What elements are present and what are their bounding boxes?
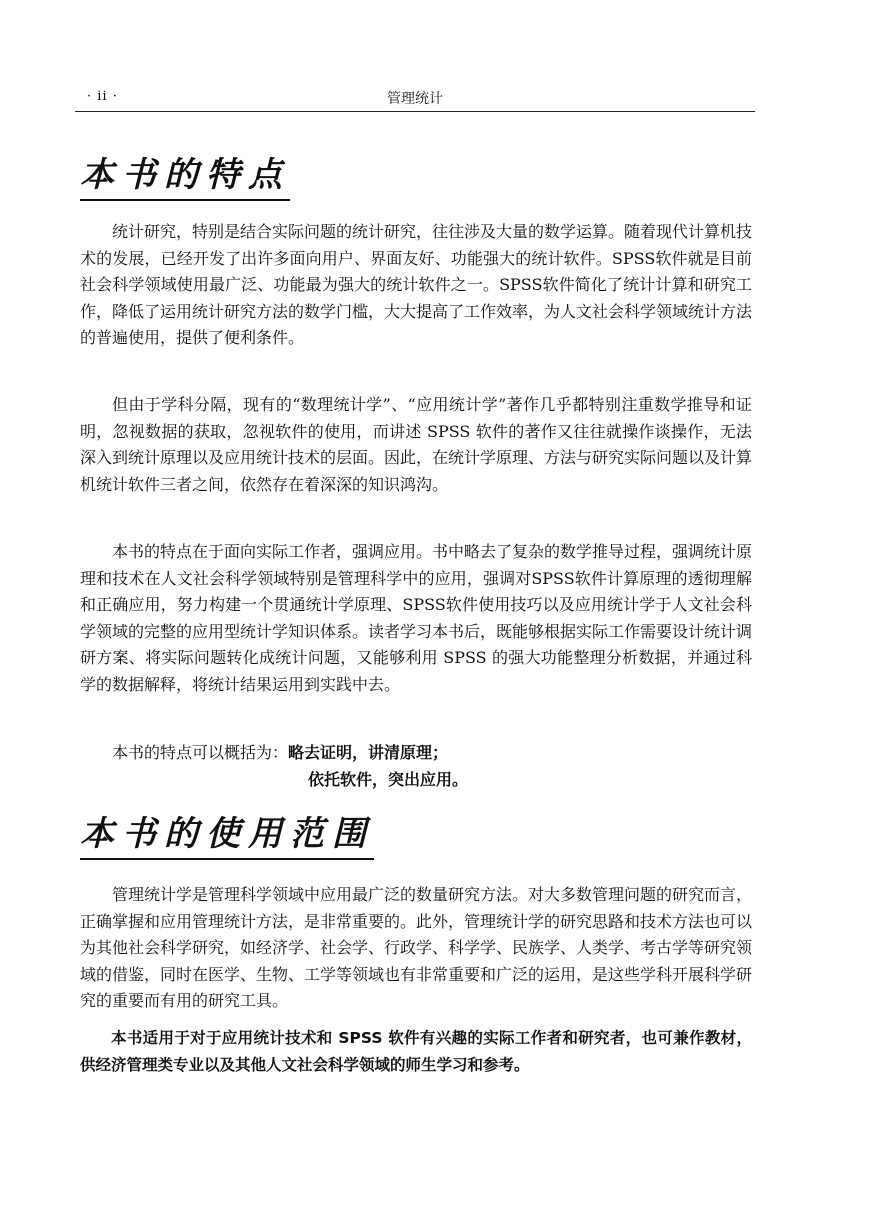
summary-prefix: 本书的特点可以概括为： xyxy=(112,743,289,762)
section-heading-scope: 本书的使用范围 xyxy=(80,814,374,860)
page-header xyxy=(75,86,755,116)
features-paragraph-2: 但由于学科分隔，现有的“数理统计学”、“应用统计学”著作几乎都特别注重数学推导和证明，忽视数据的获取，忽视软件的使用，而讲述 SPSS 软件的著作又往往就操作谈操作，无法深入到统计原理以及应用统计技术的层面。因此，在统计学原理、方法与研究实际问题以及计算机统计软件三者之间，依然存在着深深的知识鸿沟。 xyxy=(80,395,753,494)
page-number: · ii · xyxy=(87,89,118,104)
header-rule xyxy=(75,111,755,112)
features-paragraph-1: 统计研究，特别是结合实际问题的统计研究，往往涉及大量的数学运算。随着现代计算机技术的发展，已经开发了出许多面向用户、界面友好、功能强大的统计软件。SPSS软件就是目前社会科学领域使用最广泛、功能最为强大的统计软件之一。SPSS软件简化了统计计算和研究工作，降低了运用统计研究方法的数学门槛，大大提高了工作效率，为人文社会科学领域统计方法的普遍使用，提供了便利条件。 xyxy=(80,222,753,348)
features-summary xyxy=(112,739,752,793)
features-paragraph-3: 本书的特点在于面向实际工作者，强调应用。书中略去了复杂的数学推导过程，强调统计原理和技术在人文社会科学领域特别是管理科学中的应用，强调对SPSS软件计算原理的透彻理解和正确应用，努力构建一个贯通统计学原理、SPSS软件使用技巧以及应用统计学于人文社会科学领域的完整的应用型统计学知识体系。读者学习本书后，既能够根据实际工作需要设计统计调研方案、将实际问题转化成统计问题，又能够利用 SPSS 的强大功能整理分析数据，并通过科学的数据解释，将统计结果运用到实践中去。 xyxy=(80,542,753,694)
summary-line-2: 依托软件，突出应用。 xyxy=(308,770,469,789)
scope-paragraph-1: 管理统计学是管理科学领域中应用最广泛的数量研究方法。对大多数管理问题的研究而言，正确掌握和应用管理统计方法，是非常重要的。此外，管理统计学的研究思路和技术方法也可以为其他社会科学研究，如经济学、社会学、行政学、科学学、民族学、人类学、考古学等研究领域的借鉴，同时在医学、生物、工学等领域也有非常重要和广泛的运用，是这些学科开展科学研究的重要而有用的研究工具。 xyxy=(80,885,753,1011)
running-title: 管理统计 xyxy=(387,91,443,107)
section-heading-features: 本书的特点 xyxy=(80,155,290,201)
summary-line-1: 略去证明，讲清原理； xyxy=(288,743,449,762)
scope-paragraph-2: 本书适用于对于应用统计技术和 SPSS 软件有兴趣的实际工作者和研究者，也可兼作教材，供经济管理类专业以及其他人文社会科学领域的师生学习和参考。 xyxy=(80,1029,752,1074)
